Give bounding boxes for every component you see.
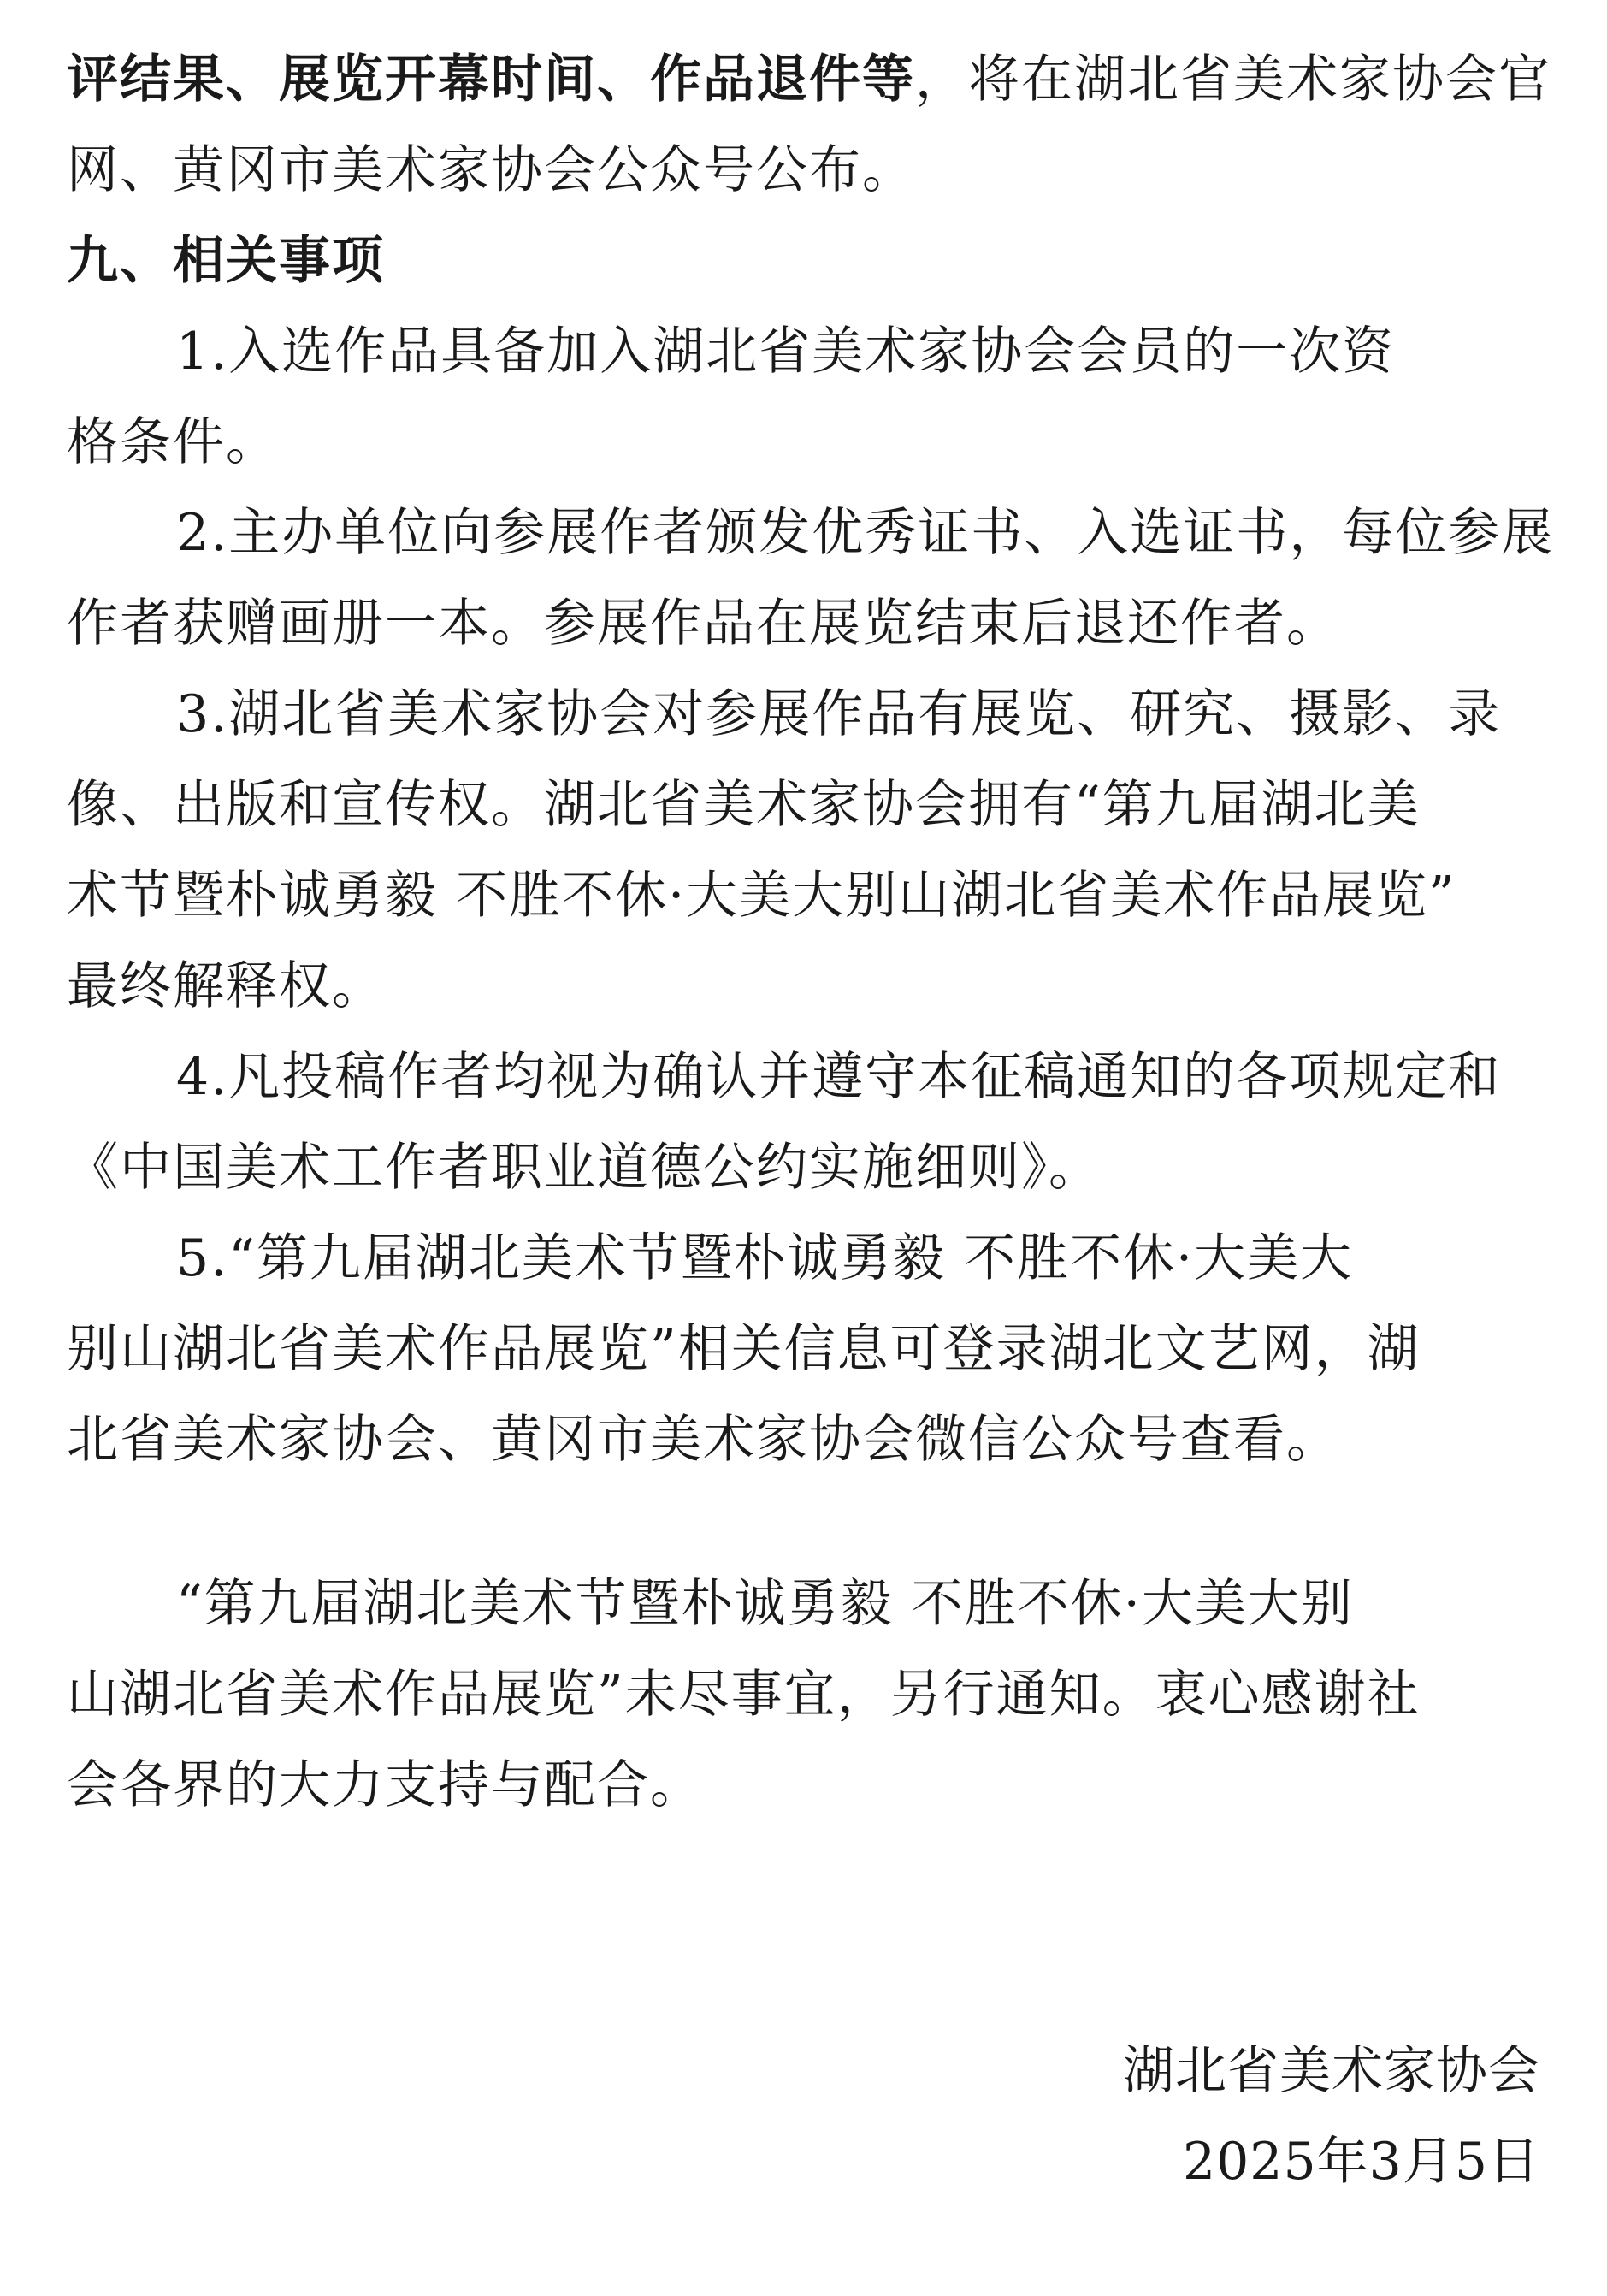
intro-line-1 <box>67 34 1551 125</box>
item-4-line-2: 《中国美术工作者职业道德公约实施细则》。 <box>67 1138 1102 1198</box>
signature-organization: 湖北省美术家协会 <box>1123 2041 1540 2101</box>
signature-date: 2025年3月5日 <box>1182 2132 1540 2192</box>
item-1-line-2: 格条件。 <box>67 412 279 472</box>
item-3-line-2: 像、出版和宣传权。湖北省美术家协会拥有“第九届湖北美 <box>67 775 1421 835</box>
list-item <box>67 1213 1541 1485</box>
item-5-line-3: 北省美术家协会、黄冈市美术家协会微信公众号查看。 <box>67 1410 1339 1470</box>
item-4-line-1: 4.凡投稿作者均视为确认并遵守本征稿通知的各项规定和 <box>176 1047 1502 1107</box>
closing-line-2: 山湖北省美术作品展览”未尽事宜，另行通知。衷心感谢社 <box>67 1665 1421 1725</box>
intro-paragraph <box>67 34 1551 216</box>
item-5-line-1: 5.“第九届湖北美术节暨朴诚勇毅 不胜不休·大美大 <box>176 1228 1354 1288</box>
item-5-line-2: 别山湖北省美术作品展览”相关信息可登录湖北文艺网，湖 <box>67 1319 1421 1379</box>
closing-paragraph <box>67 1559 1541 1831</box>
signature-block <box>1123 2026 1540 2207</box>
item-2-line-1: 2.主办单位向参展作者颁发优秀证书、入选证书，每位参展 <box>176 503 1555 563</box>
list-item <box>67 488 1555 669</box>
item-2-line-2: 作者获赠画册一本。参展作品在展览结束后退还作者。 <box>67 594 1339 654</box>
list-item <box>67 1032 1541 1213</box>
intro-line-2: 网、黄冈市美术家协会公众号公布。 <box>67 140 915 200</box>
closing-line-1: “第九届湖北美术节暨朴诚勇毅 不胜不休·大美大别 <box>176 1574 1354 1634</box>
intro-bold-text: 评结果、展览开幕时间、作品退件等 <box>67 50 915 109</box>
item-3-line-1: 3.湖北省美术家协会对参展作品有展览、研究、摄影、录 <box>176 684 1502 744</box>
intro-text: ，将在湖北省美术家协会官 <box>915 50 1551 109</box>
closing-line-3: 会各界的大力支持与配合。 <box>67 1755 703 1815</box>
section-heading: 九、相关事项 <box>67 231 385 291</box>
item-1-line-1: 1.入选作品具备加入湖北省美术家协会会员的一次资 <box>176 322 1396 382</box>
item-3-line-3: 术节暨朴诚勇毅 不胜不休·大美大别山湖北省美术作品展览” <box>67 866 1456 926</box>
list-item <box>67 306 1541 488</box>
item-3-line-4: 最终解释权。 <box>67 956 385 1016</box>
document-body <box>67 34 1555 1831</box>
list-item <box>67 669 1541 1032</box>
